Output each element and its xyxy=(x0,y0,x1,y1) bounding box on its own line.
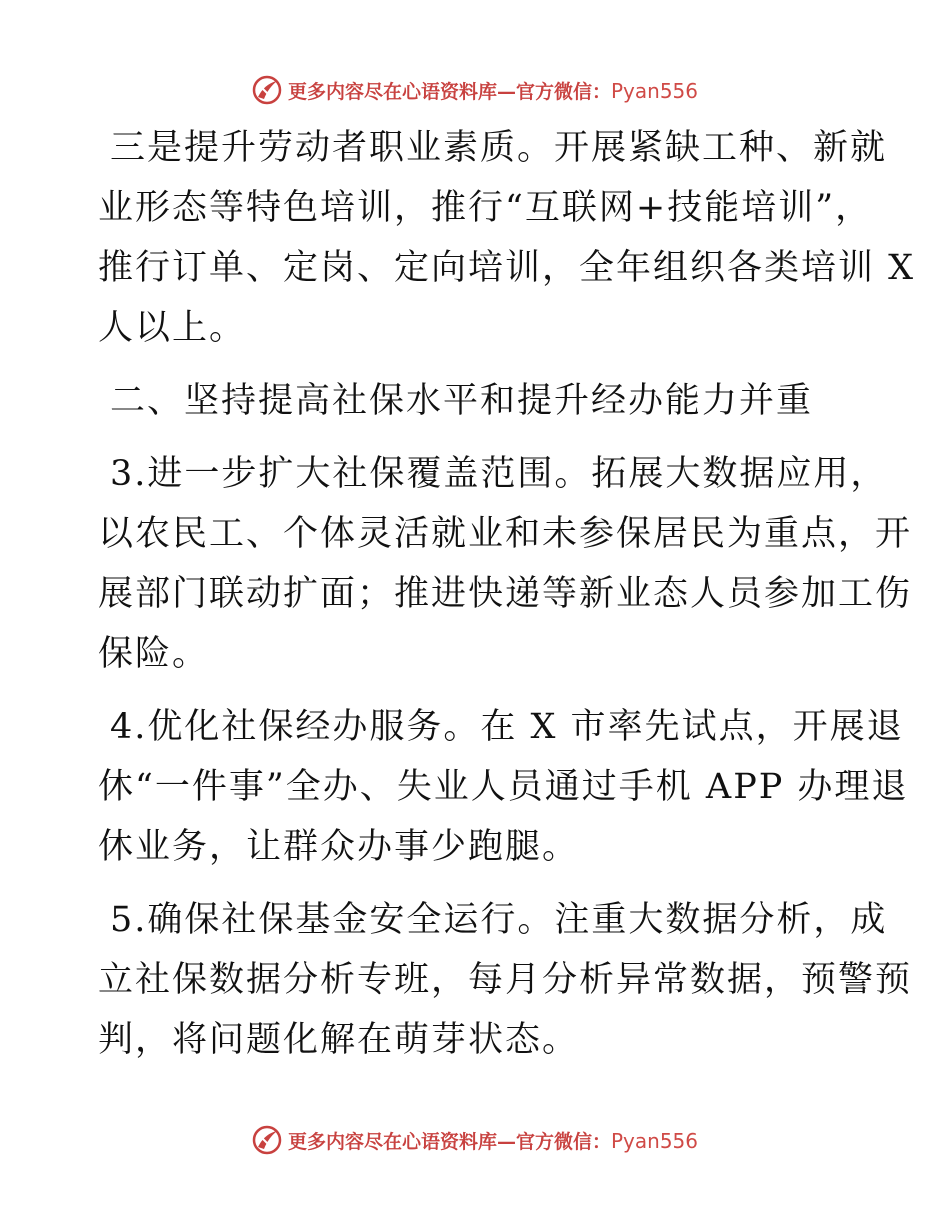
paragraph-fund-safety xyxy=(98,890,913,1070)
wechat-id: Pyan556 xyxy=(611,1128,699,1153)
text-line: 二、坚持提高社保水平和提升经办能力并重 xyxy=(110,381,814,421)
text-line: 人以上。 xyxy=(98,308,247,348)
wechat-id: Pyan556 xyxy=(611,78,699,103)
text-line: 4.优化社保经办服务。在 X 市率先试点，开展退 xyxy=(110,707,904,747)
text-line: 休“一件事”全办、失业人员通过手机 APP 办理退 xyxy=(98,767,909,807)
document-body xyxy=(98,118,916,1083)
text-line: 三是提升劳动者职业素质。开展紧缺工种、新就 xyxy=(110,128,888,168)
text-line: 展部门联动扩面；推进快递等新业态人员参加工伤 xyxy=(98,574,913,614)
header-watermark xyxy=(0,70,950,110)
watermark-text: 更多内容尽在心语资料库—官方微信：Pyan556 xyxy=(287,1128,699,1153)
paragraph-coverage xyxy=(98,444,913,684)
text-line: 休业务，让群众办事少跑腿。 xyxy=(98,827,580,867)
text-line: 立社保数据分析专班，每月分析异常数据，预警预 xyxy=(98,960,913,1000)
watermark-text: 更多内容尽在心语资料库—官方微信：Pyan556 xyxy=(287,78,699,103)
section-heading xyxy=(98,371,858,431)
text-line: 5.确保社保基金安全运行。注重大数据分析，成 xyxy=(110,900,888,940)
text-line: 判，将问题化解在萌芽状态。 xyxy=(98,1020,580,1060)
paragraph-training xyxy=(98,118,916,358)
text-line: 业形态等特色培训，推行“互联网+技能培训”， xyxy=(98,188,873,228)
text-line: 保险。 xyxy=(98,634,210,674)
text-line: 3.进一步扩大社保覆盖范围。拓展大数据应用， xyxy=(110,454,888,494)
text-line: 以农民工、个体灵活就业和未参保居民为重点，开 xyxy=(98,514,913,554)
text-line: 推行订单、定岗、定向培训，全年组织各类培训 X xyxy=(98,248,916,288)
logo-icon xyxy=(252,75,282,105)
logo-icon xyxy=(252,1125,282,1155)
paragraph-service xyxy=(98,697,909,877)
footer-watermark xyxy=(0,1120,950,1160)
